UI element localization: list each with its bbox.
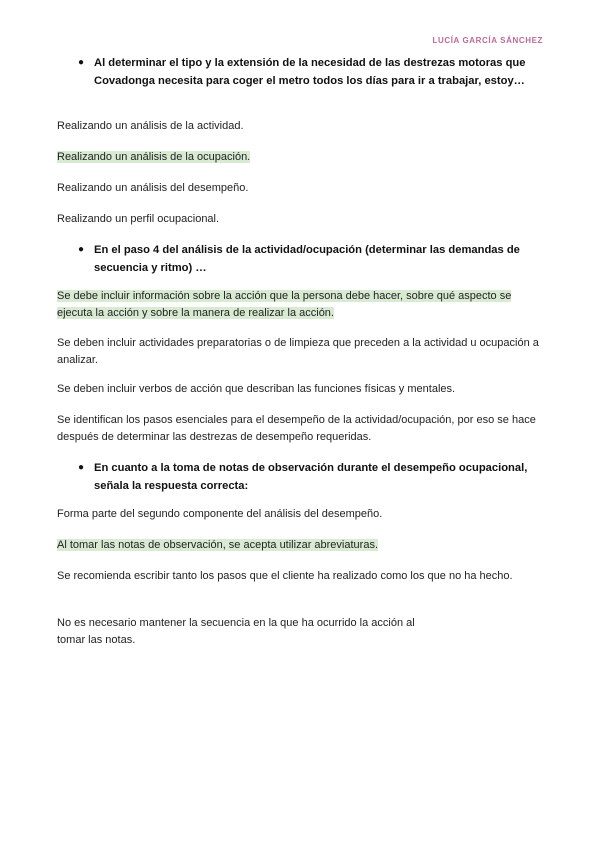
question-2-option-c: Se deben incluir verbos de acción que describan las funciones físicas y mentales. [57, 383, 456, 395]
question-3-option-b-correct: Al tomar las notas de observación, se acepta utilizar abreviaturas. [57, 539, 378, 551]
question-2-option-a-correct: Se debe incluir información sobre la acción que la persona debe hacer, sobre qué aspecto se ejecuta la acción y sobre la manera de realizar la acción. [57, 290, 512, 319]
question-3 [78, 459, 548, 495]
question-2-text: En el paso 4 del análisis de la actividad/ocupación (determinar las demandas de secuencia y ritmo) … [94, 244, 520, 274]
question-1-text: Al determinar el tipo y la extensión de la necesidad de las destrezas motoras que Covadonga necesita para coger el metro todos los días para ir a trabajar, estoy… [94, 57, 526, 87]
question-1-option-b-correct: Realizando un análisis de la ocupación. [57, 151, 251, 163]
bullet-icon: ● [78, 57, 85, 68]
question-3-text: En cuanto a la toma de notas de observación durante el desempeño ocupacional, señala la respuesta correcta: [94, 462, 528, 492]
question-1-option-a: Realizando un análisis de la actividad. [57, 120, 244, 132]
bullet-icon: ● [78, 462, 85, 473]
question-3-option-c: Se recomienda escribir tanto los pasos que el cliente ha realizado como los que no ha hecho. [57, 570, 513, 582]
question-2 [78, 241, 548, 277]
question-1 [78, 54, 548, 90]
question-1-option-c: Realizando un análisis del desempeño. [57, 182, 249, 194]
question-2-option-d: Se identifican los pasos esenciales para el desempeño de la actividad/ocupación, por eso se hace después de determinar las destrezas de desempeño requeridas. [57, 414, 536, 443]
question-3-option-a: Forma parte del segundo componente del análisis del desempeño. [57, 508, 383, 520]
question-2-option-b: Se deben incluir actividades preparatorias o de limpieza que preceden a la actividad u ocupación a analizar. [57, 337, 539, 366]
bullet-icon: ● [78, 244, 85, 255]
question-3-option-d: No es necesario mantener la secuencia en la que ha ocurrido la acción al tomar las notas. [57, 617, 415, 646]
author-header: LUCÍA GARCÍA SÁNCHEZ [432, 36, 543, 45]
question-1-option-d: Realizando un perfil ocupacional. [57, 213, 220, 225]
